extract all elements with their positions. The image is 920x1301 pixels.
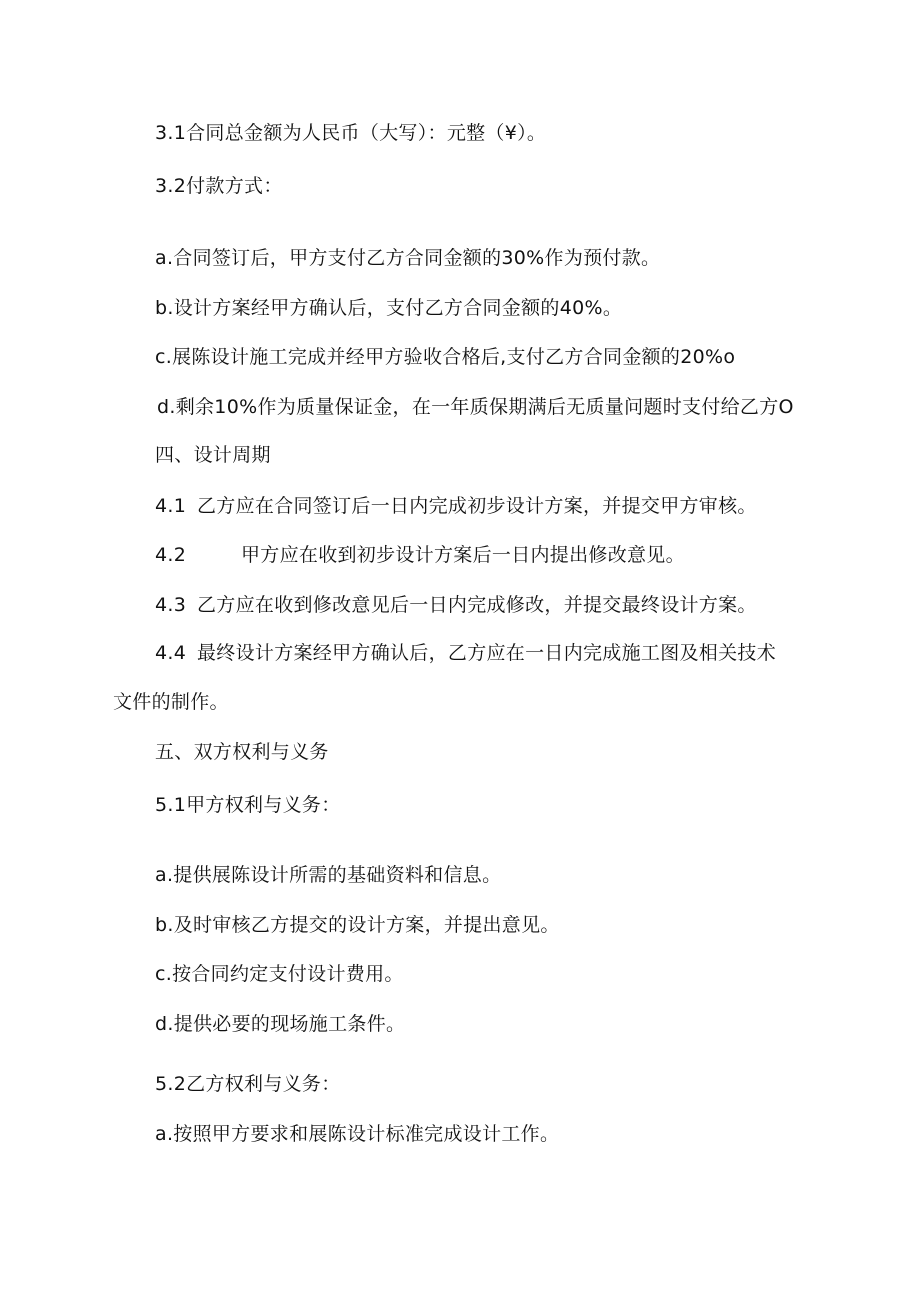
clause-5-1-heading (155, 792, 341, 818)
clause-number: 4.4 (155, 642, 187, 664)
clause-4-4-continuation (113, 689, 229, 715)
section-heading-rights-obligations (155, 739, 329, 765)
party-a-item-b (155, 912, 560, 938)
clause-text: c.按合同约定支付设计费用。 (155, 963, 404, 985)
party-a-item-a (155, 862, 501, 888)
clause-text: b.设计方案经甲方确认后，支付乙方合同金额的40%。 (155, 297, 623, 319)
clause-number: 4.1 (155, 495, 187, 517)
clause-text: a.提供展陈设计所需的基础资料和信息。 (155, 864, 502, 886)
clause-text: a.合同签订后，甲方支付乙方合同金额的30%作为预付款。 (155, 247, 661, 269)
party-a-item-c (155, 961, 404, 987)
payment-item-b (155, 295, 622, 321)
clause-4-4 (155, 640, 776, 666)
clause-text: 甲方应在收到初步设计方案后一日内提出修改意见。 (241, 544, 685, 566)
payment-item-c (155, 344, 735, 370)
clause-3-1 (155, 120, 546, 146)
payment-item-d (157, 394, 794, 420)
party-a-item-d (155, 1011, 405, 1037)
clause-text: 5.1甲方权利与义务： (155, 794, 341, 816)
clause-4-3 (155, 592, 757, 618)
clause-text: d.提供必要的现场施工条件。 (155, 1013, 406, 1035)
section-title: 五、双方权利与义务 (155, 741, 329, 763)
clause-3-2-heading (155, 173, 283, 199)
clause-4-2 (155, 542, 685, 568)
clause-4-1 (155, 493, 757, 519)
clause-text: b.及时审核乙方提交的设计方案，并提出意见。 (155, 914, 560, 936)
payment-item-a (155, 245, 660, 271)
clause-number: 4.3 (155, 594, 187, 616)
clause-text: 5.2乙方权利与义务： (155, 1073, 341, 1095)
clause-5-2-heading (155, 1071, 341, 1097)
clause-text: 最终设计方案经甲方确认后，乙方应在一日内完成施工图及相关技术 (197, 642, 777, 664)
clause-text: d.剩余10%作为质量保证金，在一年质保期满后无质量问题时支付给乙方O (157, 396, 794, 418)
section-heading-design-period (155, 442, 271, 468)
clause-text: c.展陈设计施工完成并经甲方验收合格后,支付乙方合同金额的20%o (155, 346, 736, 368)
section-title: 四、设计周期 (155, 444, 271, 466)
clause-text: 文件的制作。 (113, 691, 229, 713)
clause-text: 乙方应在收到修改意见后一日内完成修改，并提交最终设计方案。 (197, 594, 757, 616)
clause-number: 4.2 (155, 544, 187, 566)
clause-text: a.按照甲方要求和展陈设计标准完成设计工作。 (155, 1123, 560, 1145)
clause-text: 乙方应在合同签订后一日内完成初步设计方案，并提交甲方审核。 (197, 495, 757, 517)
clause-text: 3.2付款方式： (155, 175, 283, 197)
clause-text: 3.1合同总金额为人民币（大写）：元整（¥）。 (155, 122, 547, 144)
party-b-item-a (155, 1121, 559, 1147)
